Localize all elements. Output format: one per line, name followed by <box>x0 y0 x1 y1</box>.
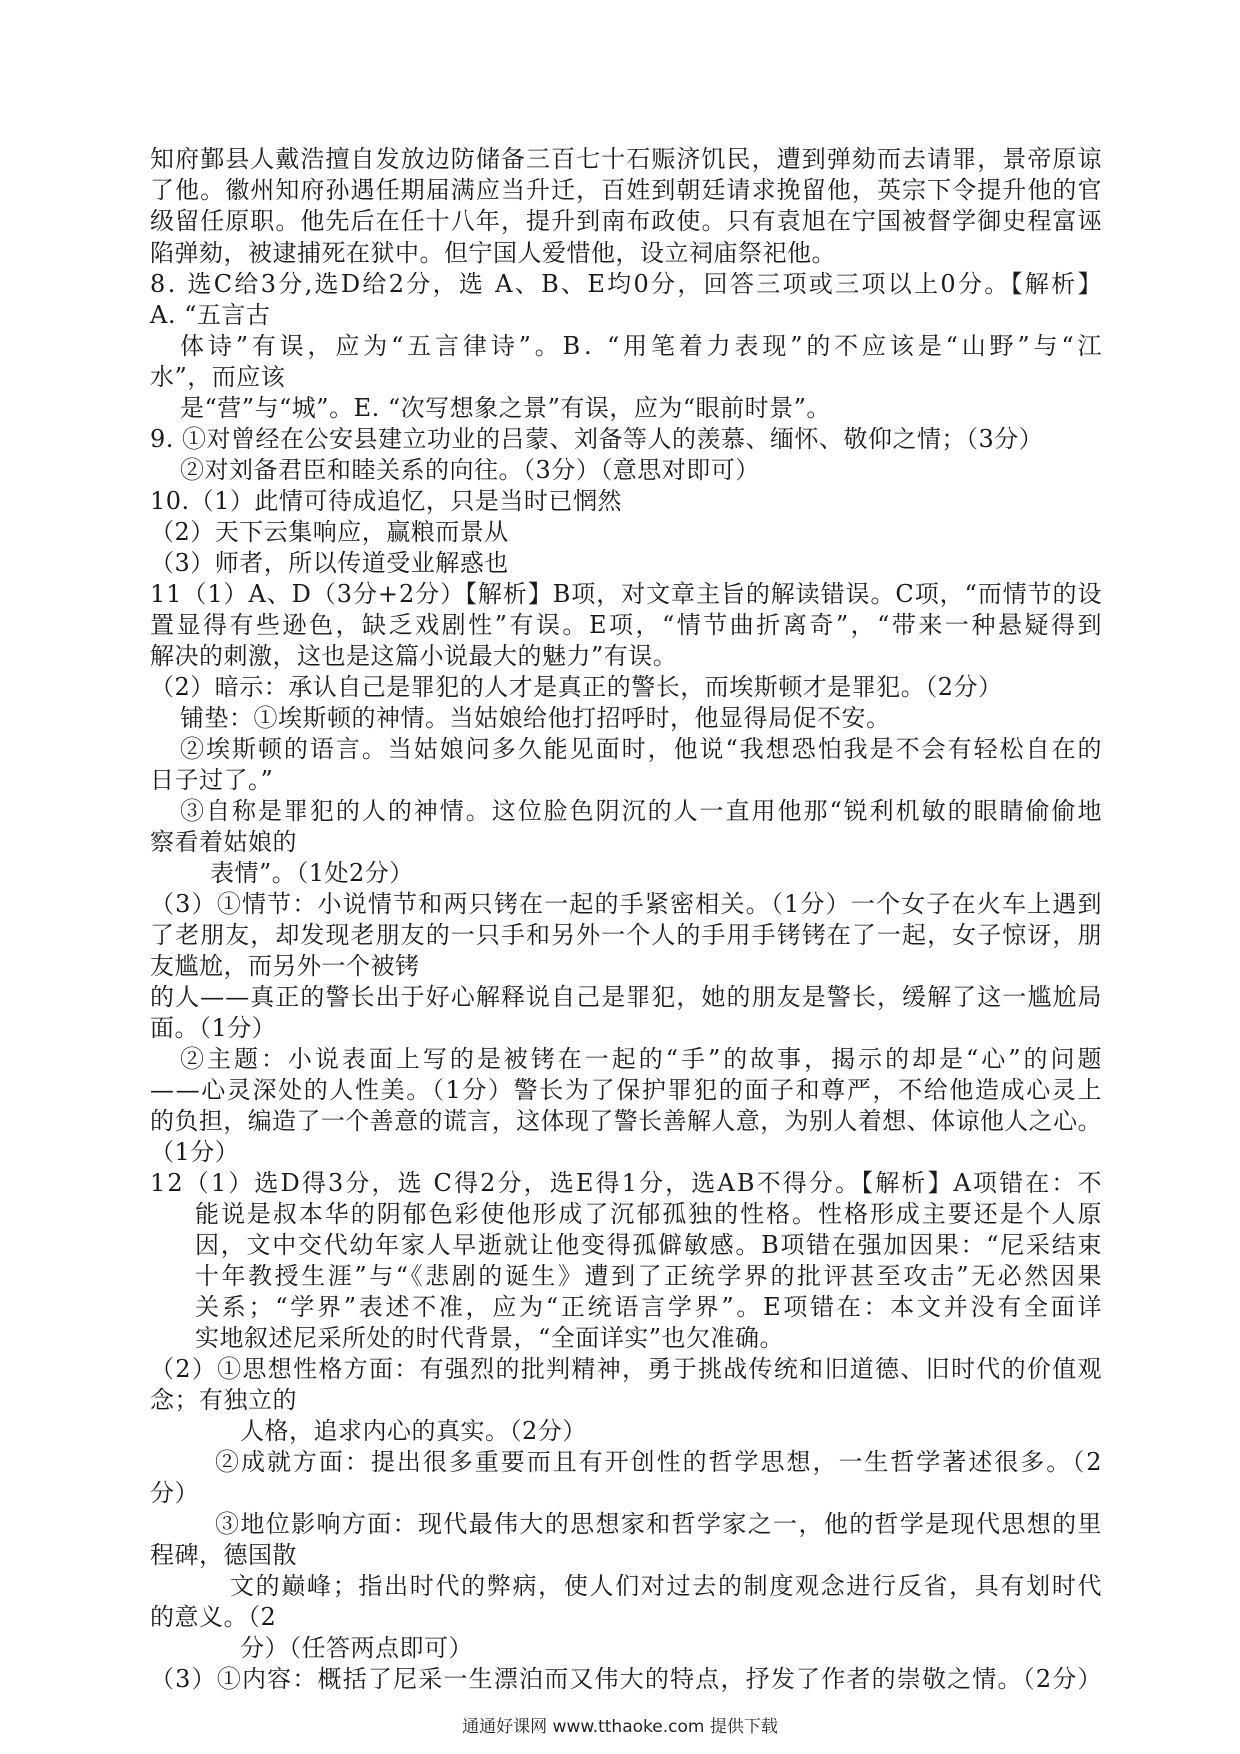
text-line: 分）（任答两点即可） <box>240 1634 473 1662</box>
page-footer: 通通好课网 www.tthaoke.com 提供下载 <box>462 1717 778 1737</box>
text-line: 体诗”有误，应为“五言律诗”。B. “用笔着力表现”的不应该是“山野”与“江 <box>180 332 1106 360</box>
text-line: 8. 选C给3分,选D给2分，选 A、B、E均0分，回答三项或三项以上0分。【解析】 <box>150 270 1104 298</box>
text-line: 的负担，编造了一个善意的谎言，这体现了警长善解人意，为别人着想、体谅他人之心。 <box>150 1107 1102 1135</box>
text-line: （2）①思想性格方面：有强烈的批判精神，勇于挑战传统和旧道德、旧时代的价值观 <box>150 1355 1103 1383</box>
text-line: 知府鄞县人戴浩擅自发放边防储备三百七十石赈济饥民，遭到弹劾而去请罪，景帝原谅 <box>150 145 1103 173</box>
text-line: ③自称是罪犯的人的神情。这位脸色阴沉的人一直用他那“锐利机敏的眼睛偷偷地 <box>180 797 1104 825</box>
text-line: 的意义。（2 <box>150 1603 277 1631</box>
text-line: 12（1）选D得3分，选 C得2分，选E得1分，选AB不得分。【解析】A项错在：不 <box>150 1169 1104 1197</box>
text-line: ②埃斯顿的语言。当姑娘问多久能见面时，他说“我想恐怕我是不会有轻松自在的 <box>180 735 1104 763</box>
text-line: ②主题：小说表面上写的是被铐在一起的“手”的故事，揭示的却是“心”的问题 <box>180 1045 1105 1073</box>
text-line: ②成就方面：提出很多重要而且有开创性的哲学思想，一生哲学著述很多。（2 <box>215 1448 1104 1476</box>
text-line: A. “五言古 <box>150 301 271 329</box>
text-line: 了老朋友，却发现老朋友的一只手和另外一个人的手用手铐铐在了一起，女子惊讶，朋 <box>150 921 1103 949</box>
text-line: 十年教授生涯”与“《悲剧的诞生》遭到了正统学界的批评甚至攻击”无必然因果 <box>195 1262 1105 1290</box>
text-line: 人格，追求内心的真实。（2分） <box>240 1417 587 1445</box>
text-line: 关系；“学界”表述不准，应为“正统语言学界”。E项错在：本文并没有全面详 <box>195 1293 1105 1321</box>
text-line: 文的巅峰；指出时代的弊病，使人们对过去的制度观念进行反省，具有划时代 <box>230 1572 1104 1600</box>
text-line: 11（1）A、D（3分+2分）【解析】B项，对文章主旨的解读错误。C项，“而情节的设 <box>150 580 1103 608</box>
text-line: 级留任原职。他先后在任十八年，提升到南布政使。只有袁旭在宁国被督学御史程富诬 <box>150 207 1103 235</box>
text-line: ②对刘备君臣和睦关系的向往。（3分）（意思对即可） <box>180 456 760 484</box>
text-line: 置显得有些逊色，缺乏戏剧性”有误。E项，“情节曲折离奇”，“带来一种悬疑得到 <box>150 611 1104 639</box>
text-line: 程碑，德国散 <box>150 1541 297 1569</box>
text-line: 的人——真正的警长出于好心解释说自己是罪犯，她的朋友是警长，缓解了这一尴尬局 <box>150 983 1103 1011</box>
text-line: 实地叙述尼采所处的时代背景，“全面详实”也欠准确。 <box>195 1324 785 1352</box>
text-line: 日子过了。” <box>150 766 274 794</box>
text-line: 友尴尬，而另外一个被铐 <box>150 952 420 980</box>
text-line: 9. ①对曾经在公安县建立功业的吕蒙、刘备等人的羡慕、缅怀、敬仰之情；（3分） <box>150 425 1044 453</box>
text-line: ③地位影响方面：现代最伟大的思想家和哲学家之一，他的哲学是现代思想的里 <box>215 1510 1103 1538</box>
text-line: 念；有独立的 <box>150 1386 297 1414</box>
text-line: （3）师者，所以传道受业解惑也 <box>150 549 509 577</box>
text-line: （2）暗示：承认自己是罪犯的人才是真正的警长，而埃斯顿才是罪犯。（2分） <box>150 673 1003 701</box>
text-line: （3）①情节：小说情节和两只铐在一起的手紧密相关。（1分）一个女子在火车上遇到 <box>150 890 1103 918</box>
text-line: 分） <box>150 1479 199 1507</box>
text-line: 铺垫：①埃斯顿的神情。当姑娘给他打招呼时，他显得局促不安。 <box>180 704 891 732</box>
text-line: 察看着姑娘的 <box>150 828 297 856</box>
text-line: 了他。徽州知府孙遇任期届满应当升迁，百姓到朝廷请求挽留他，英宗下令提升他的官 <box>150 176 1103 204</box>
text-line: 因，文中交代幼年家人早逝就让他变得孤僻敏感。B项错在强加因果：“尼采结束 <box>195 1231 1104 1259</box>
text-line: 能说是叔本华的阴郁色彩使他形成了沉郁孤独的性格。性格形成主要还是个人原 <box>195 1200 1104 1228</box>
text-line: （2）天下云集响应，赢粮而景从 <box>150 518 509 546</box>
text-line: 面。（1分） <box>150 1014 277 1042</box>
text-line: 10.（1）此情可待成追忆，只是当时已惘然 <box>150 487 622 515</box>
text-line: （1分） <box>150 1138 240 1166</box>
text-line: 陷弹劾，被逮捕死在狱中。但宁国人爱惜他，设立祠庙祭祀他。 <box>150 239 836 267</box>
text-line: 是“营”与“城”。E. “次写想象之景”有误，应为“眼前时景”。 <box>180 394 831 422</box>
text-line: （3）①内容：概括了尼采一生漂泊而又伟大的特点，抒发了作者的崇敬之情。（2分） <box>150 1665 1103 1693</box>
text-line: 水”，而应该 <box>150 363 286 391</box>
text-line: 表情”。（1处2分） <box>210 859 414 887</box>
text-line: ——心灵深处的人性美。（1分）警长为了保护罪犯的面子和尊严，不给他造成心灵上 <box>150 1076 1104 1104</box>
text-line: 解决的刺激，这也是这篇小说最大的魅力”有误。 <box>150 642 678 670</box>
